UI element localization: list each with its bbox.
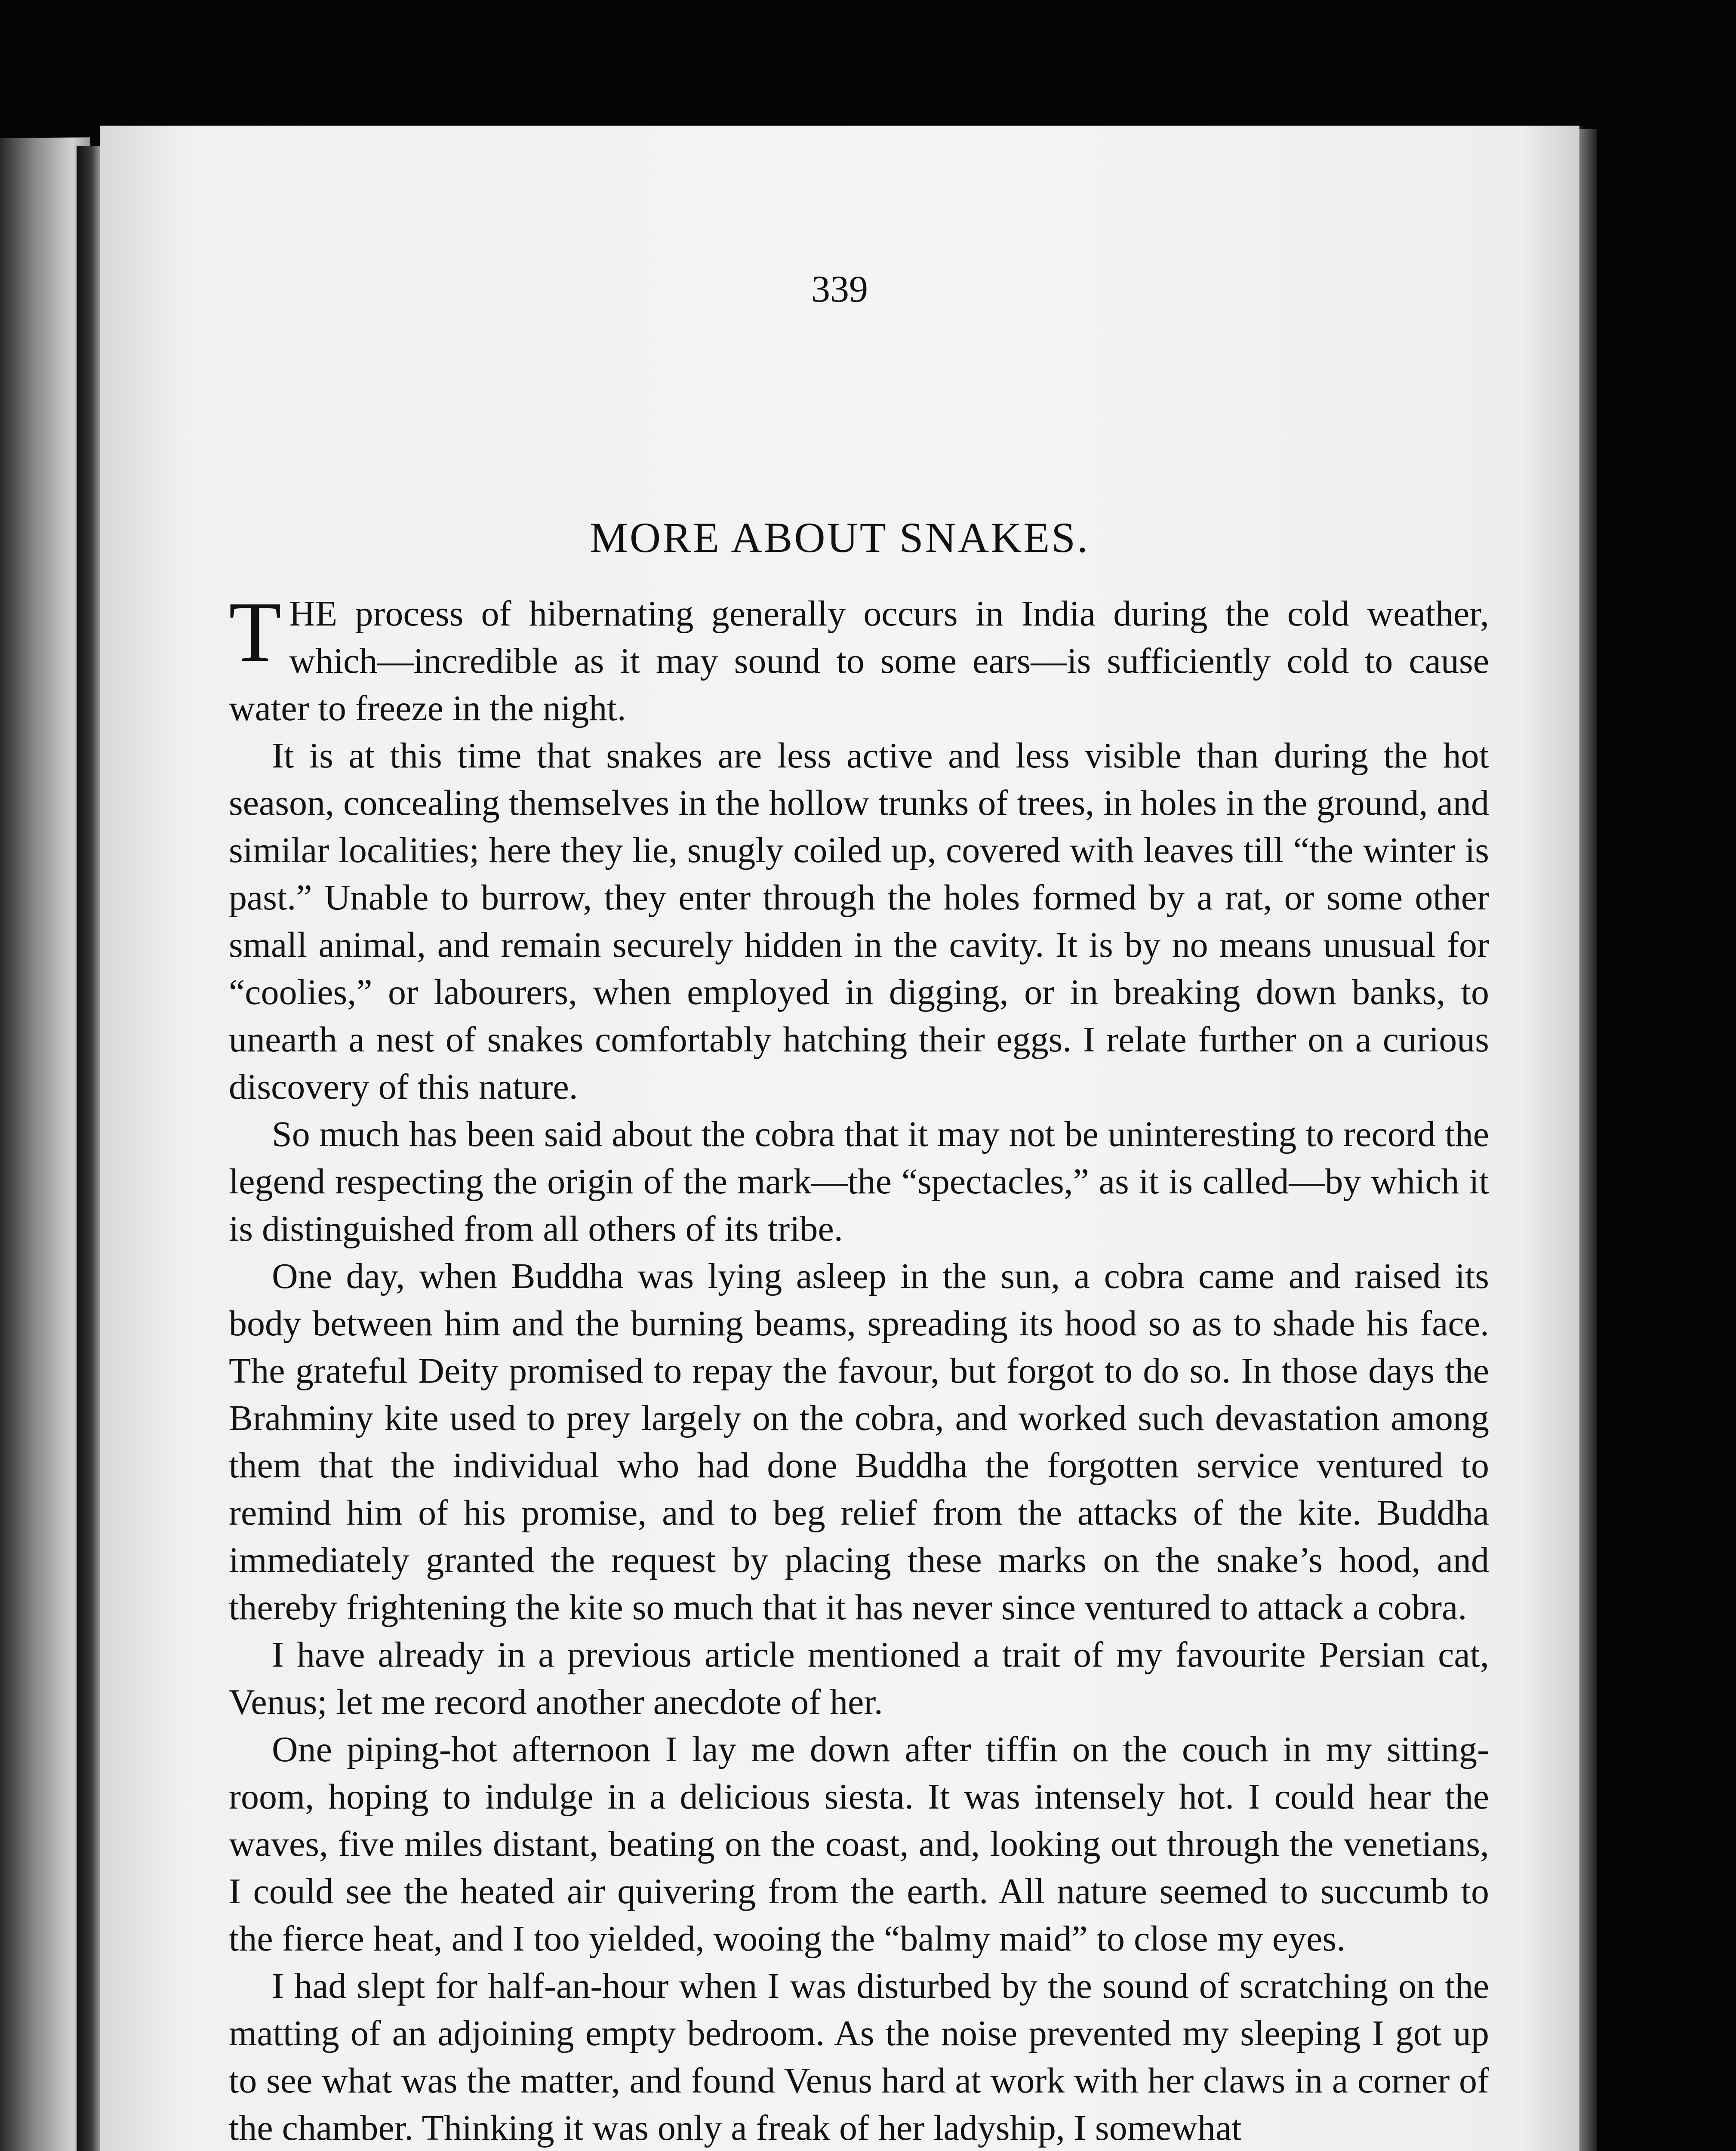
paragraph-4: One day, when Buddha was lying asleep in the sun, a cobra came and raised its body between him and the burning beams, spreading its hood so as to shade his face. The grateful Deity promised to repay the favour, but forgot to do so. In those days the Brahminy kite used to prey largely on the cobra, and worked such devastation among them that the individual who had done Buddha the forgotten service ventured to remind him of his promise, and to beg relief from the attacks of the kite. Buddha immediately granted the request by placing these marks on the snake’s hood, and thereby frightening the kite so much that it has never since ventured to attack a cobra. [229,1256,1489,1627]
drop-cap: T [229,585,282,680]
right-page-edge [1579,129,1597,2151]
paragraph-7: I had slept for half-an-hour when I was disturbed by the sound of scratching on the matting of an adjoining empty bedroom. As the noise prevented my sleeping I got up to see what was the matter, and found Venus hard at work with her claws in a corner of the chamber. Thinking it was only a freak of her ladyship, I somewhat [229,1966,1489,2148]
paragraph-3: So much has been said about the cobra that it may not be uninteresting to record the legend respecting the origin of the mark—the “spectacles,” as it is called—by which it is distinguished from all others of its tribe. [229,1114,1489,1249]
article-body [229,585,1489,2151]
book-page [100,126,1579,2151]
paragraph-5: I have already in a previous article mentioned a trait of my favourite Persian cat, Venus; let me record another anecdote of her. [229,1635,1489,1722]
paragraph-6: One piping-hot afternoon I lay me down after tiffin on the couch in my sitting-room, hoping to indulge in a delicious siesta. It was intensely hot. I could hear the waves, five miles distant, beating on the coast, and, looking out through the venetians, I could see the heated air quivering from the earth. All nature seemed to succumb to the fierce heat, and I too yielded, wooing the “balmy maid” to close my eyes. [229,1729,1489,1959]
article-title: MORE ABOUT SNAKES. [590,514,1090,561]
page-number: 339 [811,268,868,310]
paragraph-1-text: HE process of hibernating generally occurs in India during the cold weather, which—incredible as it may sound to some ears—is sufficiently cold to cause water to freeze in the night. [229,594,1489,728]
paragraph-2: It is at this time that snakes are less active and less visible than during the hot season, concealing themselves in the hollow trunks of trees, in holes in the ground, and similar localities; here they lie, snugly coiled up, covered with leaves till “the winter is past.” Unable to burrow, they enter through the holes formed by a rat, or some other small animal, and remain securely hidden in the cavity. It is by no means unusual for “coolies,” or labourers, when employed in digging, or in breaking down banks, to unearth a nest of snakes comfortably hatching their eggs. I relate further on a curious discovery of this nature. [229,736,1489,1107]
paragraph-1 [229,585,1489,732]
